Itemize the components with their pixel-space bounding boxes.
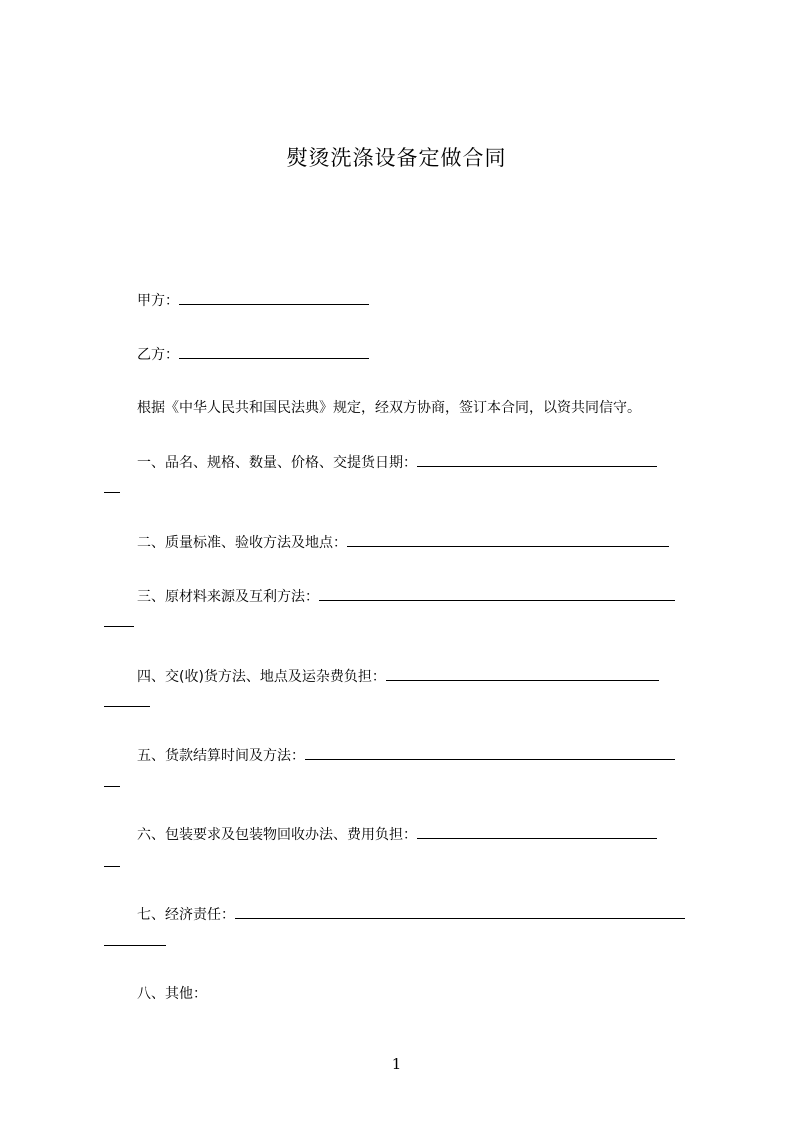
party-b-label: 乙方： — [137, 347, 179, 363]
clause-2 — [137, 532, 669, 553]
intro-paragraph: 根据《中华人民共和国民法典》规定，经双方协商，签订本合同，以资共同信守。 — [137, 400, 641, 416]
clause-3-blank-continuation — [104, 626, 134, 627]
clause-1-blank-continuation — [104, 492, 120, 493]
clause-4-label: 四、交(收)货方法、地点及运杂费负担： — [137, 669, 386, 685]
clause-1-blank[interactable] — [417, 452, 657, 467]
clause-5-blank[interactable] — [305, 745, 675, 760]
document-title: 熨烫洗涤设备定做合同 — [286, 146, 507, 170]
party-b-line — [137, 344, 369, 365]
clause-5 — [137, 745, 675, 766]
clause-6-blank-continuation — [104, 866, 120, 867]
clause-4-blank-continuation — [104, 706, 150, 707]
clause-3-label: 三、原材料来源及互利方法： — [137, 589, 319, 605]
clause-7 — [137, 904, 685, 925]
clause-8-label: 八、其他： — [137, 986, 207, 1002]
clause-5-label: 五、货款结算时间及方法： — [137, 748, 305, 764]
clause-6 — [137, 824, 657, 845]
clause-3 — [137, 586, 675, 607]
page-number: 1 — [391, 1055, 402, 1073]
party-a-line — [137, 290, 369, 311]
clause-4-blank[interactable] — [386, 666, 659, 681]
clause-7-blank[interactable] — [235, 904, 685, 919]
clause-4 — [137, 666, 659, 687]
party-a-blank[interactable] — [179, 290, 369, 305]
clause-7-blank-continuation — [104, 945, 166, 946]
clause-7-label: 七、经济责任： — [137, 907, 235, 923]
clause-1 — [137, 452, 657, 473]
clause-3-blank[interactable] — [319, 586, 675, 601]
clause-1-label: 一、品名、规格、数量、价格、交提货日期： — [137, 455, 417, 471]
clause-2-blank[interactable] — [347, 532, 669, 547]
clause-2-label: 二、质量标准、验收方法及地点： — [137, 535, 347, 551]
clause-8 — [137, 984, 207, 1004]
party-a-label: 甲方： — [137, 293, 179, 309]
clause-6-blank[interactable] — [417, 824, 657, 839]
party-b-blank[interactable] — [179, 344, 369, 359]
clause-6-label: 六、包装要求及包装物回收办法、费用负担： — [137, 827, 417, 843]
clause-5-blank-continuation — [104, 786, 120, 787]
